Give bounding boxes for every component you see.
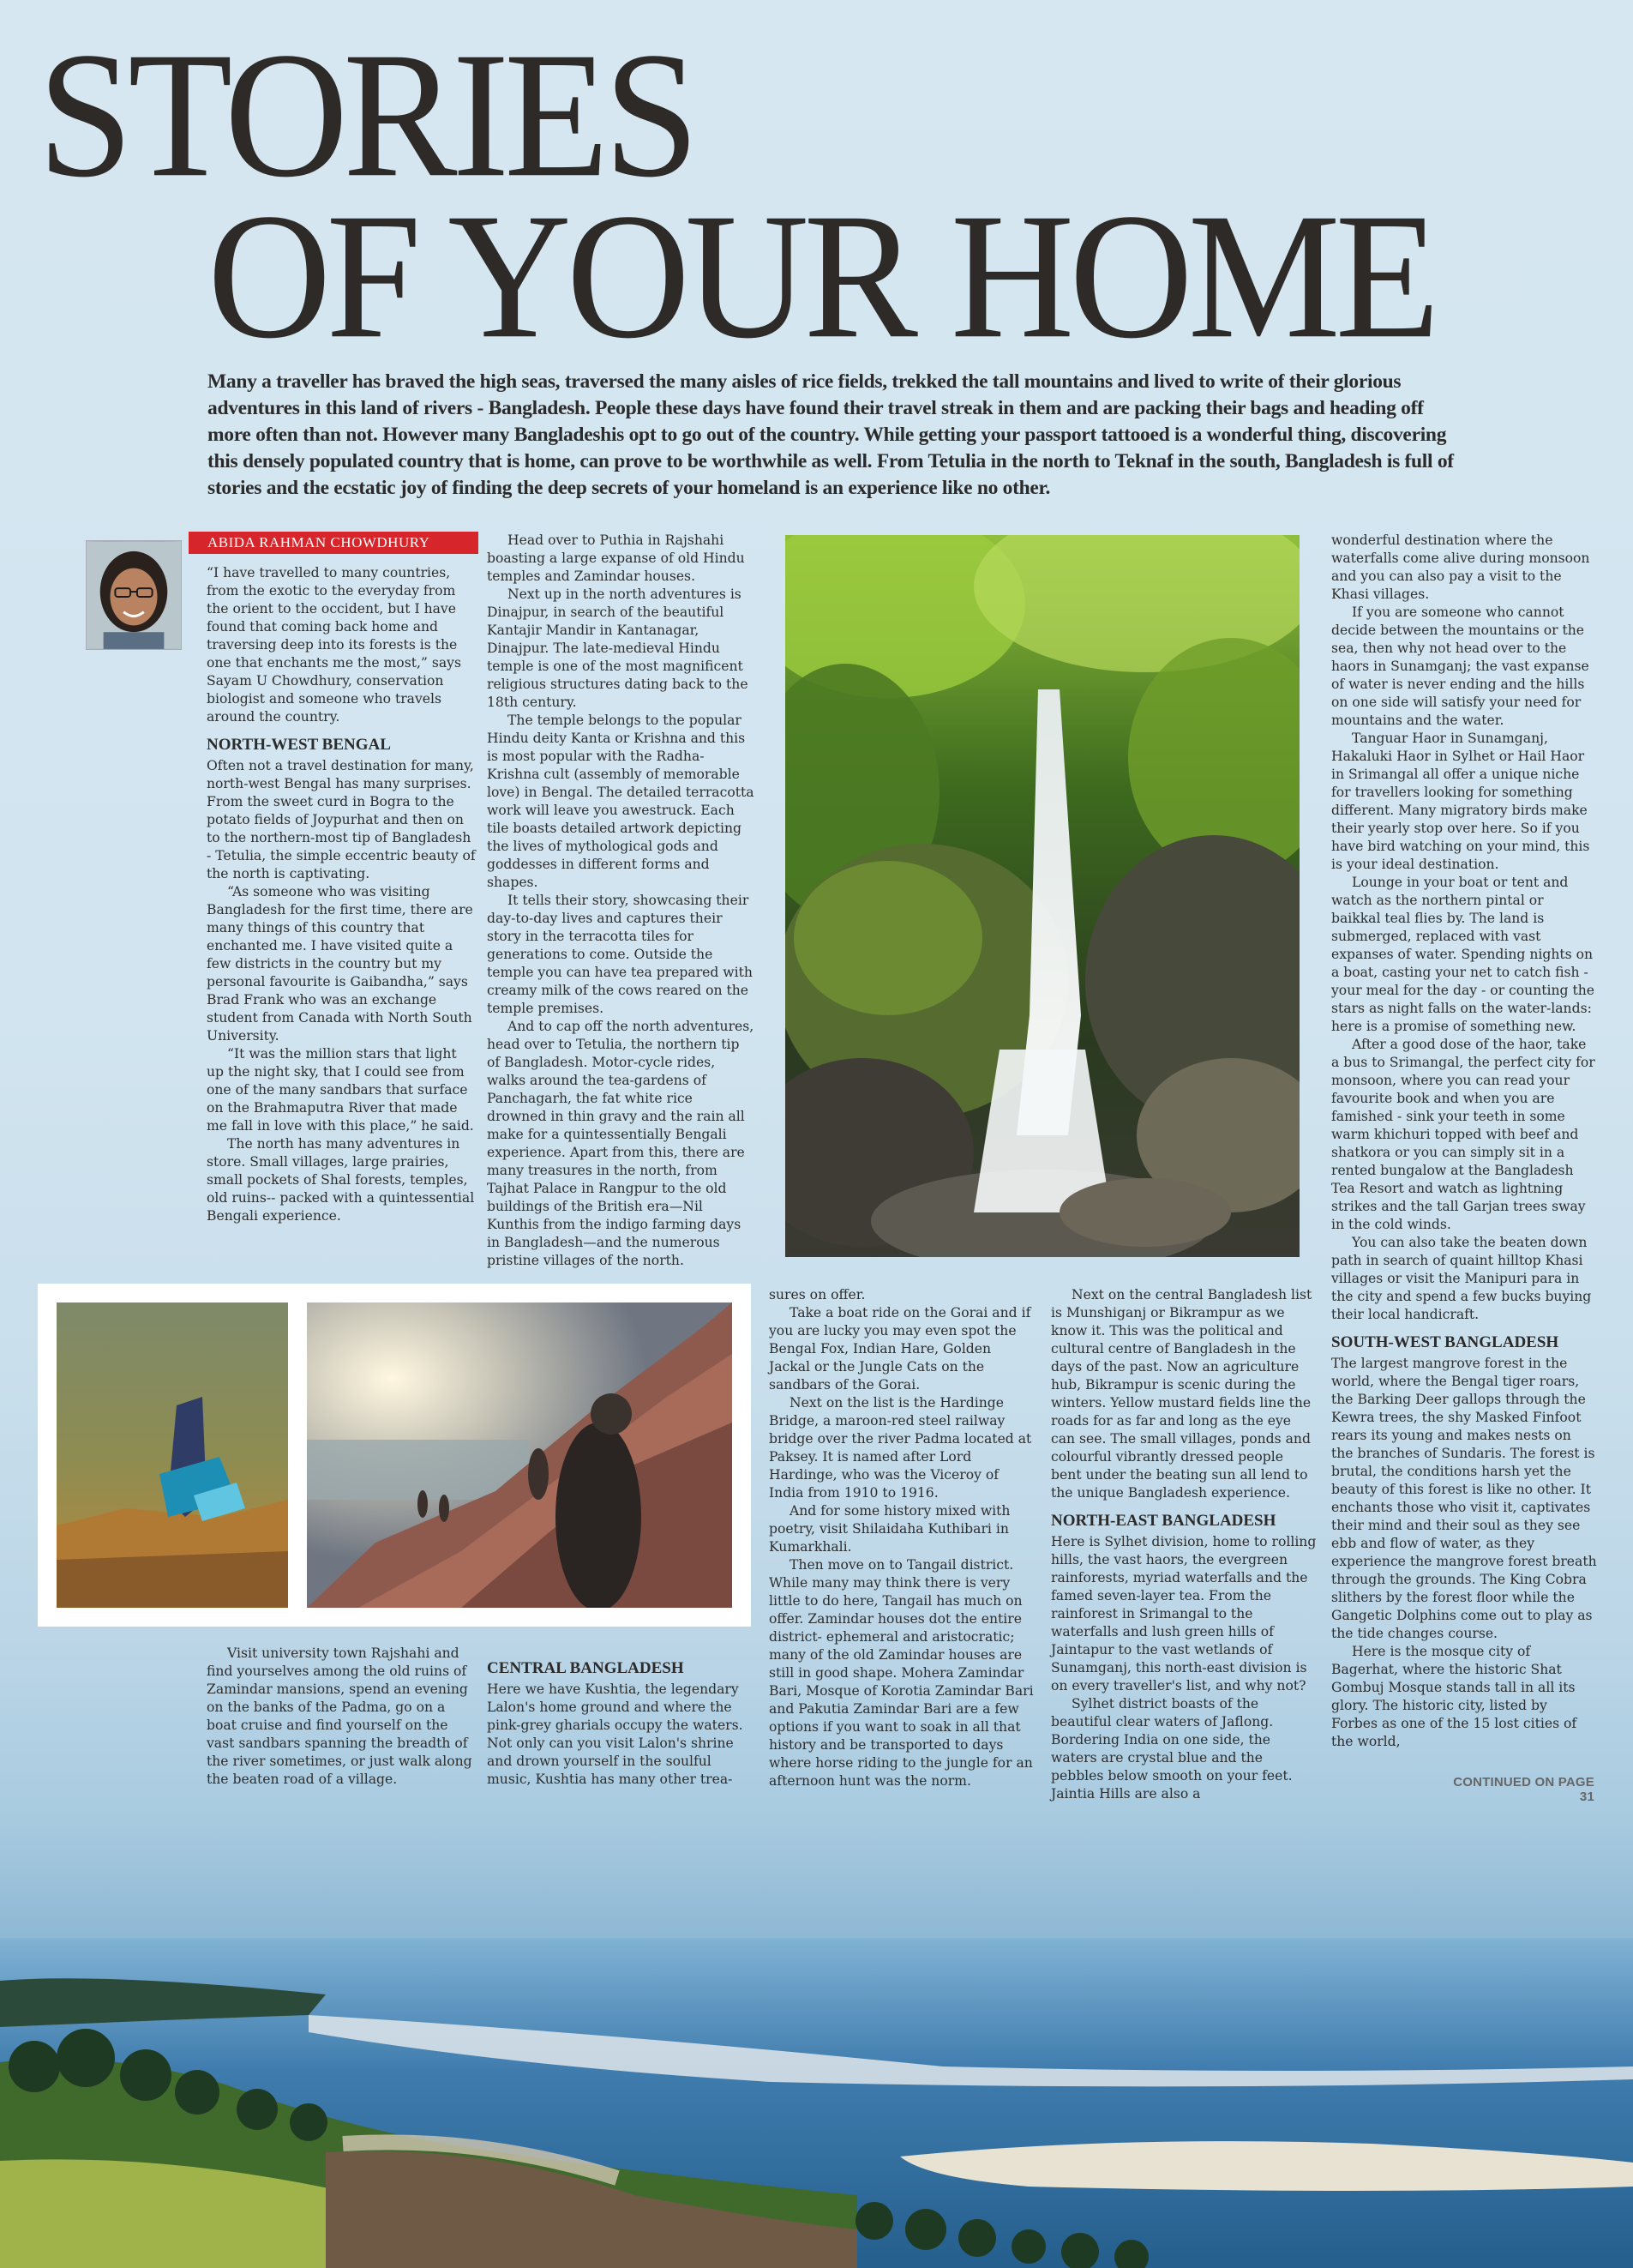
- column-2: [487, 532, 754, 1270]
- paragraph: sures on offer.: [769, 1287, 866, 1302]
- paragraph: Sylhet district boasts of the beautiful clear waters of Jaflong. Bordering India on one side, the waters are crystal blue and the pebbles below smooth on your feet. Jaintia Hills are also a: [1051, 1696, 1293, 1802]
- paragraph: wonderful destination where the waterfalls come alive during monsoon and you can also pay a visit to the Khasi villages.: [1331, 532, 1590, 602]
- standfirst: Many a traveller has braved the high seas, traversed the many aisles of rice fields, trekked the tall mountains and lived to write of their glorious adventures in this land of rivers - Bangladesh. People these days have found their travel streak in them and are packing their bags and heading off more often than not. However many Bangladeshis opt to go out of the country. While getting your passport tattooed is a wonderful thing, discovering this densely populated country that is home, can prove to be worthwhile as well. From Tetulia in the north to Teknaf in the south, Bangladesh is full of stories and the ecstatic joy of finding the deep secrets of your homeland is an experience like no other.: [207, 370, 1454, 499]
- paragraph: The temple belongs to the popular Hindu deity Kanta or Krishna and this is most popular with the Radha-Krishna cult (assembly of memorable love) in Bengal. The detailed terracotta work will leave you awestruck. Each tile boasts detailed artwork depicting the lives of mythological gods and goddesses in different forms and shapes.: [487, 713, 754, 890]
- column-5: [1331, 532, 1597, 1751]
- paragraph: Take a boat ride on the Gorai and if you are lucky you may even spot the Bengal Fox, Indian Hare, Golden Jackal or the Jungle Cats on the sandbars of the Gorai.: [769, 1305, 1031, 1393]
- column-4: [1051, 1286, 1317, 1803]
- paragraph: “As someone who was visiting Bangladesh for the first time, there are many things of this country that enchanted me. I have visited quite a few districts in the country but my personal favourite is Gaibandha,” says Brad Frank who was an exchange student from Canada with North South University.: [207, 884, 473, 1044]
- paragraph: Head over to Puthia in Rajshahi boasting a large expanse of old Hindu temples and Zamindar houses.: [487, 532, 745, 584]
- paragraph: It tells their story, showcasing their day-to-day lives and captures their story in the terracotta tiles for generations to come. Outside the temple you can have tea prepared with creamy milk of the cows reared on the temple premises.: [487, 893, 753, 1016]
- section-heading-central: CENTRAL BANGLADESH: [487, 1659, 684, 1677]
- column-1-lower: [207, 1645, 479, 1789]
- paragraph: Next up in the north adventures is Dinajpur, in search of the beautiful Kantajir Mandir in Kantanagar, Dinajpur. The late-medieval Hindu temple is one of the most magnificent religious structures dating back to the 18th century.: [487, 587, 748, 710]
- headline-line-2: OF YOUR HOME: [207, 177, 1435, 376]
- paragraph: Often not a travel destination for many, north-west Bengal has many surprises. From the sweet curd in Bogra to the potato fields of Joypurhat and then on to the northern-most tip of Bangladesh - Tetulia, the simple eccentric beauty of the north is captivating.: [207, 758, 476, 881]
- boat-photo: [57, 1302, 288, 1608]
- paragraph: Visit university town Rajshahi and find yourselves among the old ruins of Zamindar mansions, spend an evening on the banks of the Padma, go on a boat cruise and find yourself on the vast sandbars spanning the breadth of the river sometimes, or just walk along the beaten road of a village.: [207, 1645, 472, 1787]
- paragraph: You can also take the beaten down path in search of quaint hilltop Khasi villages or visit the Manipuri para in the city and spend a few bucks buying their local handicraft.: [1331, 1235, 1592, 1322]
- paragraph: And for some history mixed with poetry, visit Shilaidaha Kuthibari in Kumarkhali.: [769, 1503, 1011, 1555]
- continued-note: CONTINUED ON PAGE 31: [1453, 1775, 1594, 1804]
- paragraph: Lounge in your boat or tent and watch as the northern pintal or baikkal teal flies by. The land is submerged, replaced with vast expanses of water. Spending nights on a boat, casting your net to catch fish - your meal for the day - or counting the stars as night falls on the water-lands: here is a promise of something new.: [1331, 875, 1595, 1034]
- section-heading-north-west: NORTH-WEST BENGAL: [207, 736, 391, 754]
- headline-line-1: STORIES: [38, 15, 694, 215]
- paragraph: And to cap off the north adventures, head over to Tetulia, the northern tip of Bangladesh. Motor-cycle rides, walks around the tea-gardens of Panchagarh, the fat white rice drowned in thin gravy and the rain all make for a quintessentially Bengali experience. Apart from this, there are many treasures in the north, from Tajhat Palace in Rangpur to the old buildings of the British era—Nil Kunthis from the indigo farming days in Bangladesh—and the numerous pristine villages of the north.: [487, 1019, 754, 1268]
- paragraph: Here is the mosque city of Bagerhat, where the historic Shat Gombuj Mosque stands tall in all its glory. The historic city, listed by Forbes as one of the 15 lost cities of the world,: [1331, 1644, 1577, 1749]
- column-3: [769, 1286, 1035, 1790]
- section-heading-north-east: NORTH-EAST BANGLADESH: [1051, 1512, 1276, 1530]
- paragraph: “It was the million stars that light up the night sky, that I could see from one of the many sandbars that surface on the Brahmaputra River that made me fall in love with this place,” he said.: [207, 1046, 474, 1134]
- column-2-lower: [487, 1650, 754, 1789]
- waterfall-photo: [785, 535, 1300, 1257]
- paragraph: Next on the central Bangladesh list is Munshiganj or Bikrampur as we know it. This was the political and cultural centre of Bangladesh in the days of the past. Now an agriculture hub, Bikrampur is scenic during the winters. Yellow mustard fields line the roads for as far and long as the eye can see. The small villages, ponds and colourful vibrantly dressed people bent under the beating sun all lend to the unique Bangladesh experience.: [1051, 1287, 1312, 1501]
- section-heading-south-west: SOUTH-WEST BANGLADESH: [1331, 1333, 1559, 1351]
- author-byline: ABIDA RAHMAN CHOWDHURY: [189, 532, 478, 554]
- paragraph: If you are someone who cannot decide between the mountains or the sea, then why not head over to the haors in Sunamganj; the vast expanse of water is never ending and the hills on one side will satisfy your need for mountains and the water.: [1331, 605, 1589, 728]
- paragraph: Then move on to Tangail district. While many may think there is very little to do here, Tangail has much on offer. Zamindar houses dot the entire district- ephemeral and aristocratic; many of the old Zamindar houses are still in good shape. Mohera Zamindar Bari, Mosque of Korotia Zamindar Bari and Pakutia Zamindar Bari are a few options if you want to soak in all that history and be transported to days where horse riding to the jungle for an afternoon hunt was the norm.: [769, 1557, 1034, 1789]
- paragraph: The largest mangrove forest in the world, where the Bengal tiger roars, the Barking Deer gallops through the Kewra trees, the shy Masked Finfoot rears its young and makes nests on the branches of Sundaris. The forest is brutal, the conditions harsh yet the beauty of this forest is like no other. It enchants those who visit it, captivates their mind and their soul as they see ebb and flow of water, as they experience the mangrove forest breath through the grounds. The King Cobra slithers by the forest floor while the Gangetic Dolphins come out to play as the tide changes course.: [1331, 1356, 1597, 1641]
- paragraph: The north has many adventures in store. Small villages, large prairies, small pockets of Shal forests, temples, old ruins-- packed with a quintessential Bengali experience.: [207, 1136, 475, 1224]
- paragraph: After a good dose of the haor, take a bus to Srimangal, the perfect city for monsoon, where you can read your favourite book and when you are famished - sink your teeth in some warm khichuri topped with beef and shatkora or you can simply sit in a rented bungalow at the Bangladesh Tea Resort and watch as lightning strikes and the tall Garjan trees sway in the cold winds.: [1331, 1037, 1595, 1232]
- column-1: [207, 564, 477, 1225]
- photo-strip: [38, 1284, 751, 1627]
- paragraph: Here we have Kushtia, the legendary Lalon's home ground and where the pink-grey gharials occupy the waters. Not only can you visit Lalon's shrine and drown yourself in the soulful music, Kushtia has many other trea-: [487, 1681, 743, 1787]
- intro-quote: “I have travelled to many countries, from the exotic to the everyday from the orient to the occident, but I have found that coming back home and traversing deep into its forests is the one that enchants me the most,” says Sayam U Chowdhury, conservation biologist and someone who travels around the country.: [207, 565, 461, 725]
- author-avatar: [86, 540, 182, 650]
- hikers-photo: [307, 1302, 732, 1608]
- coastline-photo: [0, 1938, 1633, 2268]
- paragraph: Next on the list is the Hardinge Bridge, a maroon-red steel railway bridge over the river Padma located at Paksey. It is named after Lord Hardinge, who was the Viceroy of India from 1910 to 1916.: [769, 1395, 1032, 1501]
- paragraph: Tanguar Haor in Sunamganj, Hakaluki Haor in Sylhet or Hail Haor in Srimangal all offer a unique niche for travellers looking for something different. Many migratory birds make their yearly stop over here. So if you have bird watching on your mind, this is your ideal destination.: [1331, 731, 1590, 872]
- paragraph: Here is Sylhet division, home to rolling hills, the vast haors, the evergreen rainforests, myriad waterfalls and the famed seven-layer tea. From the rainforest in Srimangal to the waterfalls and lush green hills of Jaintapur to the vast wetlands of Sunamganj, this north-east division is on every traveller's list, and why not?: [1051, 1534, 1317, 1693]
